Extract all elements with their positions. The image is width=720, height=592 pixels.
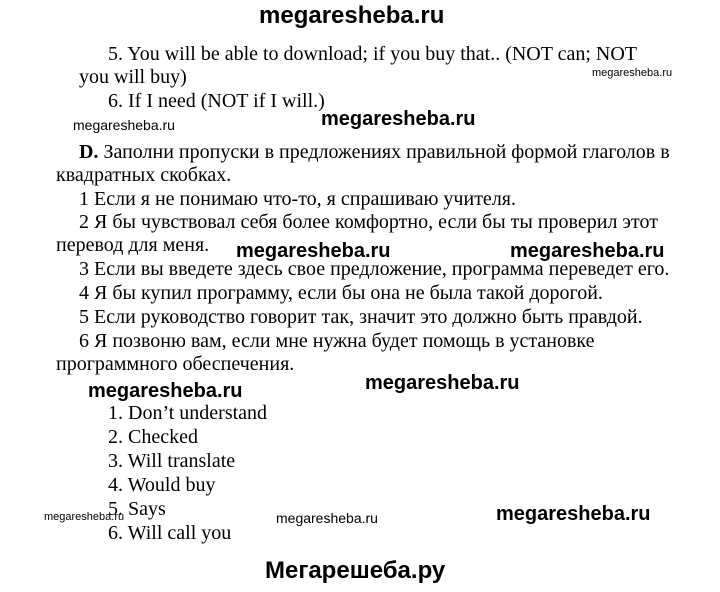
sentence-3: 3 Если вы введете здесь свое предложение, программа переведет его. [79,258,670,280]
answer-1: 1. Don’t understand [108,402,268,424]
answer-2: 2. Checked [108,426,198,448]
section-letter: D. [79,141,99,163]
prev-item-6: 6. If I need (NOT if I will.) [108,90,325,112]
answer-3: 3. Will translate [108,450,236,472]
answer-5: 5. Says [108,498,166,520]
sentence-5: 5 Если руководство говорит так, значит это должно быть правдой. [79,306,643,328]
watermark: megaresheba.ru [276,510,378,526]
watermark: megaresheba.ru [321,108,476,130]
section-d-instruction-line1: D. Заполни пропуски в предложениях правильной формой глаголов в [79,141,670,163]
footer-watermark: Мегарешеба.ру [265,557,446,584]
sentence-1: 1 Если я не понимаю что-то, я спрашиваю учителя. [79,188,516,210]
sentence-4: 4 Я бы купил программу, если бы она не была такой дорогой. [79,282,603,304]
answer-6: 6. Will call you [108,522,232,544]
watermark: megaresheba.ru [88,380,243,402]
sentence-2-line1: 2 Я бы чувствовал себя более комфортно, если бы ты проверил этот [79,211,658,233]
sentence-2-line2: перевод для меня. [56,234,210,256]
watermark: megaresheba.ru [73,117,175,133]
watermark: megaresheba.ru [236,240,391,262]
prev-item-5-line1: 5. You will be able to download; if you buy that.. (NOT can; NOT [108,43,638,65]
section-d-instruction-line2: квадратных скобках. [56,164,232,186]
prev-item-5-line2: you will buy) [79,66,187,88]
sentence-6-line2: программного обеспечения. [56,353,295,375]
header-watermark: megaresheba.ru [259,2,445,29]
answer-4: 4. Would buy [108,474,216,496]
watermark: megaresheba.ru [592,67,673,79]
watermark: megaresheba.ru [365,372,520,394]
sentence-6-line1: 6 Я позвоню вам, если мне нужна будет помощь в установке [79,330,595,352]
watermark: megaresheba.ru [510,240,665,262]
watermark: megaresheba.ru [496,503,651,525]
watermark: megaresheba.ru [44,511,125,523]
